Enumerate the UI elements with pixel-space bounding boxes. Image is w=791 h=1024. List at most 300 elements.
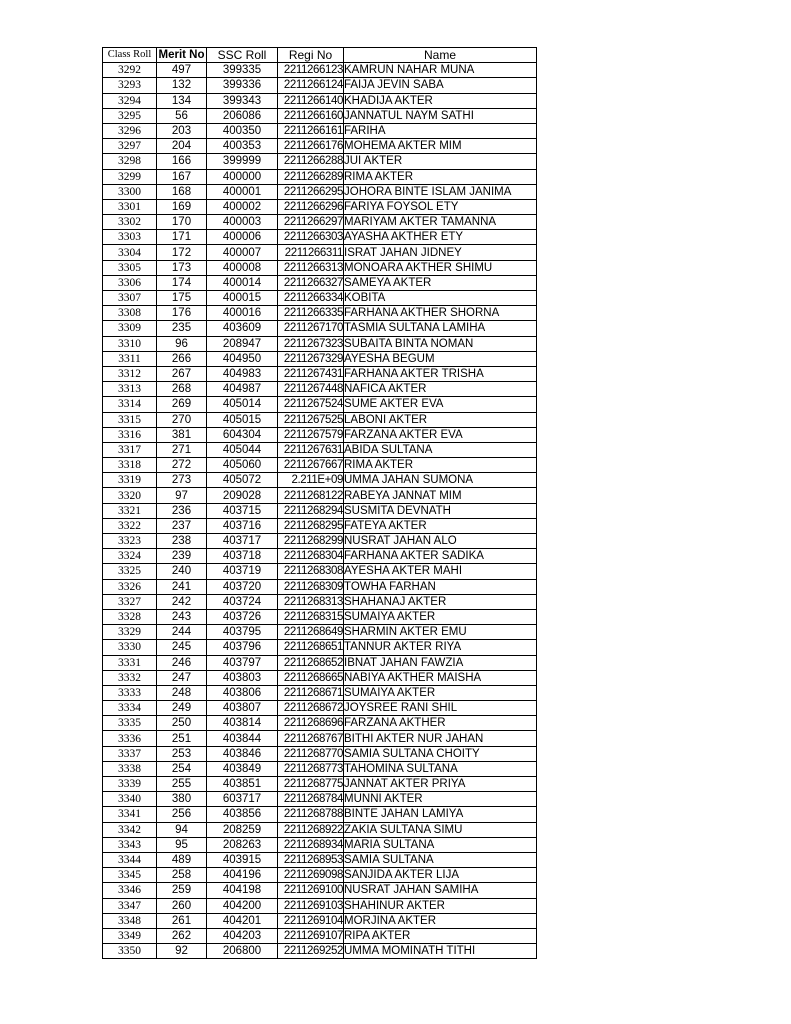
student-name-cell: RIMA AKTER xyxy=(344,458,537,473)
ssc-roll-cell: 400001 xyxy=(207,184,278,199)
regi-no-cell: 2211266311 xyxy=(278,245,344,260)
student-name-cell: NAFICA AKTER xyxy=(344,382,537,397)
student-name-cell: JOHORA BINTE ISLAM JANIMA xyxy=(344,184,537,199)
merit-no-cell: 97 xyxy=(157,488,207,503)
ssc-roll-cell: 400353 xyxy=(207,139,278,154)
regi-no-cell: 2211269104 xyxy=(278,913,344,928)
class-roll-cell: 3342 xyxy=(103,822,157,837)
student-name-cell: MARIYAM AKTER TAMANNA xyxy=(344,215,537,230)
table-row xyxy=(103,746,537,761)
merit-no-cell: 240 xyxy=(157,564,207,579)
student-name-cell: BITHI AKTER NUR JAHAN xyxy=(344,731,537,746)
ssc-roll-cell: 400014 xyxy=(207,275,278,290)
ssc-roll-cell: 400002 xyxy=(207,199,278,214)
class-roll-cell: 3311 xyxy=(103,351,157,366)
merit-no-cell: 267 xyxy=(157,366,207,381)
student-name-cell: SUMAIYA AKTER xyxy=(344,685,537,700)
student-name-cell: SHAHINUR AKTER xyxy=(344,898,537,913)
regi-no-cell: 2211268649 xyxy=(278,625,344,640)
student-name-cell: SAMEYA AKTER xyxy=(344,275,537,290)
regi-no-cell: 2211269103 xyxy=(278,898,344,913)
table-row xyxy=(103,534,537,549)
regi-no-cell: 2211268934 xyxy=(278,837,344,852)
ssc-roll-cell: 403803 xyxy=(207,670,278,685)
ssc-roll-cell: 403795 xyxy=(207,625,278,640)
class-roll-cell: 3343 xyxy=(103,837,157,852)
merit-no-cell: 259 xyxy=(157,883,207,898)
merit-no-cell: 94 xyxy=(157,822,207,837)
student-name-cell: TOWHA FARHAN xyxy=(344,579,537,594)
student-name-cell: JANNATUL NAYM SATHI xyxy=(344,108,537,123)
regi-no-cell: 2211268122 xyxy=(278,488,344,503)
regi-no-cell: 2211266160 xyxy=(278,108,344,123)
class-roll-cell: 3301 xyxy=(103,199,157,214)
ssc-roll-cell: 400008 xyxy=(207,260,278,275)
class-roll-cell: 3333 xyxy=(103,685,157,700)
ssc-roll-cell: 405072 xyxy=(207,473,278,488)
student-name-cell: UMMA MOMINATH TITHI xyxy=(344,944,537,959)
regi-no-cell: 2211266297 xyxy=(278,215,344,230)
student-name-cell: SUME AKTER EVA xyxy=(344,397,537,412)
merit-no-cell: 244 xyxy=(157,625,207,640)
merit-no-cell: 248 xyxy=(157,685,207,700)
table-row xyxy=(103,822,537,837)
merit-no-cell: 250 xyxy=(157,716,207,731)
merit-no-cell: 95 xyxy=(157,837,207,852)
merit-no-cell: 256 xyxy=(157,807,207,822)
class-roll-cell: 3308 xyxy=(103,306,157,321)
class-roll-cell: 3339 xyxy=(103,777,157,792)
student-name-cell: ZAKIA SULTANA SIMU xyxy=(344,822,537,837)
regi-no-cell: 2211266313 xyxy=(278,260,344,275)
class-roll-cell: 3338 xyxy=(103,761,157,776)
class-roll-cell: 3320 xyxy=(103,488,157,503)
merit-no-cell: 381 xyxy=(157,427,207,442)
ssc-roll-cell: 405015 xyxy=(207,412,278,427)
table-row xyxy=(103,488,537,503)
ssc-roll-cell: 400007 xyxy=(207,245,278,260)
class-roll-cell: 3319 xyxy=(103,473,157,488)
student-name-cell: IBNAT JAHAN FAWZIA xyxy=(344,655,537,670)
student-name-cell: SAMIA SULTANA xyxy=(344,852,537,867)
table-row xyxy=(103,640,537,655)
regi-no-cell: 2211268315 xyxy=(278,609,344,624)
class-roll-cell: 3315 xyxy=(103,412,157,427)
regi-no-cell: 2211269098 xyxy=(278,868,344,883)
student-name-cell: ISRAT JAHAN JIDNEY xyxy=(344,245,537,260)
regi-no-cell: 2211268652 xyxy=(278,655,344,670)
table-row xyxy=(103,898,537,913)
table-row xyxy=(103,868,537,883)
regi-no-cell: 2211268953 xyxy=(278,852,344,867)
ssc-roll-cell: 400003 xyxy=(207,215,278,230)
ssc-roll-cell: 206800 xyxy=(207,944,278,959)
class-roll-cell: 3345 xyxy=(103,868,157,883)
class-roll-cell: 3314 xyxy=(103,397,157,412)
class-roll-cell: 3335 xyxy=(103,716,157,731)
class-roll-cell: 3350 xyxy=(103,944,157,959)
student-name-cell: FARHANA AKTHER SHORNA xyxy=(344,306,537,321)
student-name-cell: SAMIA SULTANA CHOITY xyxy=(344,746,537,761)
class-roll-cell: 3324 xyxy=(103,549,157,564)
ssc-roll-cell: 208947 xyxy=(207,336,278,351)
table-row xyxy=(103,731,537,746)
merit-no-cell: 273 xyxy=(157,473,207,488)
merit-no-cell: 171 xyxy=(157,230,207,245)
ssc-roll-cell: 403814 xyxy=(207,716,278,731)
table-row xyxy=(103,275,537,290)
regi-no-cell: 2211268671 xyxy=(278,685,344,700)
ssc-roll-cell: 403915 xyxy=(207,852,278,867)
merit-no-cell: 261 xyxy=(157,913,207,928)
merit-no-cell: 241 xyxy=(157,579,207,594)
regi-no-cell: 2211268651 xyxy=(278,640,344,655)
regi-no-cell: 2211266289 xyxy=(278,169,344,184)
student-name-cell: MONOARA AKTHER SHIMU xyxy=(344,260,537,275)
merit-no-cell: 172 xyxy=(157,245,207,260)
class-roll-cell: 3321 xyxy=(103,503,157,518)
class-roll-cell: 3325 xyxy=(103,564,157,579)
student-name-cell: LABONI AKTER xyxy=(344,412,537,427)
regi-no-cell: 2211268672 xyxy=(278,701,344,716)
header-merit-no: Merit No xyxy=(158,49,205,62)
table-row xyxy=(103,366,537,381)
class-roll-cell: 3326 xyxy=(103,579,157,594)
regi-no-cell: 2211266296 xyxy=(278,199,344,214)
merit-no-cell: 235 xyxy=(157,321,207,336)
regi-no-cell: 2211268788 xyxy=(278,807,344,822)
class-roll-cell: 3344 xyxy=(103,852,157,867)
student-name-cell: JOYSREE RANI SHIL xyxy=(344,701,537,716)
regi-no-cell: 2211266123 xyxy=(278,63,344,78)
class-roll-cell: 3334 xyxy=(103,701,157,716)
ssc-roll-cell: 404950 xyxy=(207,351,278,366)
regi-no-cell: 2211267431 xyxy=(278,366,344,381)
ssc-roll-cell: 400015 xyxy=(207,291,278,306)
ssc-roll-cell: 400016 xyxy=(207,306,278,321)
regi-no-cell: 2.211E+09 xyxy=(278,473,344,488)
regi-no-cell: 2211268784 xyxy=(278,792,344,807)
class-roll-cell: 3340 xyxy=(103,792,157,807)
class-roll-cell: 3306 xyxy=(103,275,157,290)
student-name-cell: SHAHANAJ AKTER xyxy=(344,594,537,609)
ssc-roll-cell: 403719 xyxy=(207,564,278,579)
merit-no-cell: 168 xyxy=(157,184,207,199)
table-row xyxy=(103,199,537,214)
student-name-cell: NUSRAT JAHAN ALO xyxy=(344,534,537,549)
class-roll-cell: 3304 xyxy=(103,245,157,260)
roster-body xyxy=(103,63,537,959)
class-roll-cell: 3305 xyxy=(103,260,157,275)
class-roll-cell: 3312 xyxy=(103,366,157,381)
class-roll-cell: 3336 xyxy=(103,731,157,746)
student-name-cell: RIPA AKTER xyxy=(344,928,537,943)
merit-no-cell: 170 xyxy=(157,215,207,230)
class-roll-cell: 3347 xyxy=(103,898,157,913)
table-row xyxy=(103,564,537,579)
ssc-roll-cell: 604304 xyxy=(207,427,278,442)
student-name-cell: SUBAITA BINTA NOMAN xyxy=(344,336,537,351)
ssc-roll-cell: 403724 xyxy=(207,594,278,609)
ssc-roll-cell: 400000 xyxy=(207,169,278,184)
merit-no-cell: 166 xyxy=(157,154,207,169)
student-name-cell: KAMRUN NAHAR MUNA xyxy=(344,63,537,78)
table-row xyxy=(103,473,537,488)
ssc-roll-cell: 209028 xyxy=(207,488,278,503)
regi-no-cell: 2211268770 xyxy=(278,746,344,761)
merit-no-cell: 260 xyxy=(157,898,207,913)
ssc-roll-cell: 403718 xyxy=(207,549,278,564)
table-row xyxy=(103,260,537,275)
class-roll-cell: 3295 xyxy=(103,108,157,123)
ssc-roll-cell: 405044 xyxy=(207,442,278,457)
ssc-roll-cell: 403717 xyxy=(207,534,278,549)
table-row xyxy=(103,549,537,564)
merit-no-cell: 270 xyxy=(157,412,207,427)
table-row xyxy=(103,336,537,351)
table-row xyxy=(103,427,537,442)
ssc-roll-cell: 400350 xyxy=(207,123,278,138)
regi-no-cell: 2211268775 xyxy=(278,777,344,792)
merit-no-cell: 272 xyxy=(157,458,207,473)
regi-no-cell: 2211268295 xyxy=(278,518,344,533)
table-row xyxy=(103,655,537,670)
regi-no-cell: 2211267170 xyxy=(278,321,344,336)
class-roll-cell: 3323 xyxy=(103,534,157,549)
table-row xyxy=(103,807,537,822)
student-name-cell: MOHEMA AKTER MIM xyxy=(344,139,537,154)
merit-no-cell: 247 xyxy=(157,670,207,685)
regi-no-cell: 2211268696 xyxy=(278,716,344,731)
ssc-roll-cell: 403851 xyxy=(207,777,278,792)
student-name-cell: FARHANA AKTER TRISHA xyxy=(344,366,537,381)
regi-no-cell: 2211268309 xyxy=(278,579,344,594)
merit-no-cell: 176 xyxy=(157,306,207,321)
table-row xyxy=(103,913,537,928)
student-name-cell: AYESHA BEGUM xyxy=(344,351,537,366)
student-name-cell: BINTE JAHAN LAMIYA xyxy=(344,807,537,822)
student-name-cell: KOBITA xyxy=(344,291,537,306)
student-name-cell: MUNNI AKTER xyxy=(344,792,537,807)
merit-no-cell: 203 xyxy=(157,123,207,138)
ssc-roll-cell: 403856 xyxy=(207,807,278,822)
table-row xyxy=(103,123,537,138)
header-class-roll: Class Roll xyxy=(103,48,157,63)
merit-no-cell: 489 xyxy=(157,852,207,867)
merit-no-cell: 243 xyxy=(157,609,207,624)
class-roll-cell: 3341 xyxy=(103,807,157,822)
class-roll-cell: 3329 xyxy=(103,625,157,640)
table-row xyxy=(103,777,537,792)
ssc-roll-cell: 404983 xyxy=(207,366,278,381)
student-name-cell: RIMA AKTER xyxy=(344,169,537,184)
merit-no-cell: 132 xyxy=(157,78,207,93)
regi-no-cell: 2211266335 xyxy=(278,306,344,321)
regi-no-cell: 2211267448 xyxy=(278,382,344,397)
merit-no-cell: 239 xyxy=(157,549,207,564)
table-row xyxy=(103,245,537,260)
ssc-roll-cell: 603717 xyxy=(207,792,278,807)
table-row xyxy=(103,230,537,245)
regi-no-cell: 2211268308 xyxy=(278,564,344,579)
class-roll-cell: 3332 xyxy=(103,670,157,685)
merit-no-cell: 258 xyxy=(157,868,207,883)
regi-no-cell: 2211266140 xyxy=(278,93,344,108)
regi-no-cell: 2211267667 xyxy=(278,458,344,473)
merit-no-cell: 269 xyxy=(157,397,207,412)
class-roll-cell: 3328 xyxy=(103,609,157,624)
class-roll-cell: 3307 xyxy=(103,291,157,306)
class-roll-cell: 3294 xyxy=(103,93,157,108)
regi-no-cell: 2211267329 xyxy=(278,351,344,366)
class-roll-cell: 3318 xyxy=(103,458,157,473)
regi-no-cell: 2211266161 xyxy=(278,123,344,138)
regi-no-cell: 2211266303 xyxy=(278,230,344,245)
class-roll-cell: 3293 xyxy=(103,78,157,93)
student-name-cell: FARIHA xyxy=(344,123,537,138)
merit-no-cell: 271 xyxy=(157,442,207,457)
table-row xyxy=(103,108,537,123)
ssc-roll-cell: 399999 xyxy=(207,154,278,169)
table-row xyxy=(103,291,537,306)
regi-no-cell: 2211266288 xyxy=(278,154,344,169)
table-row xyxy=(103,928,537,943)
merit-no-cell: 251 xyxy=(157,731,207,746)
merit-no-cell: 497 xyxy=(157,63,207,78)
class-roll-cell: 3322 xyxy=(103,518,157,533)
table-row xyxy=(103,883,537,898)
merit-no-cell: 242 xyxy=(157,594,207,609)
class-roll-cell: 3302 xyxy=(103,215,157,230)
ssc-roll-cell: 403807 xyxy=(207,701,278,716)
class-roll-cell: 3298 xyxy=(103,154,157,169)
table-row xyxy=(103,382,537,397)
regi-no-cell: 2211268665 xyxy=(278,670,344,685)
ssc-roll-cell: 404987 xyxy=(207,382,278,397)
merit-no-cell: 380 xyxy=(157,792,207,807)
table-row xyxy=(103,397,537,412)
header-regi-no: Regi No xyxy=(278,48,344,63)
class-roll-cell: 3310 xyxy=(103,336,157,351)
ssc-roll-cell: 206086 xyxy=(207,108,278,123)
student-name-cell: FARIYA FOYSOL ETY xyxy=(344,199,537,214)
ssc-roll-cell: 403796 xyxy=(207,640,278,655)
merit-no-cell: 167 xyxy=(157,169,207,184)
regi-no-cell: 2211268767 xyxy=(278,731,344,746)
class-roll-cell: 3337 xyxy=(103,746,157,761)
student-name-cell: JUI AKTER xyxy=(344,154,537,169)
merit-no-cell: 237 xyxy=(157,518,207,533)
table-row xyxy=(103,215,537,230)
regi-no-cell: 2211266327 xyxy=(278,275,344,290)
student-name-cell: FARZANA AKTER EVA xyxy=(344,427,537,442)
class-roll-cell: 3330 xyxy=(103,640,157,655)
ssc-roll-cell: 403716 xyxy=(207,518,278,533)
class-roll-cell: 3303 xyxy=(103,230,157,245)
student-name-cell: AYESHA AKTER MAHI xyxy=(344,564,537,579)
regi-no-cell: 2211269252 xyxy=(278,944,344,959)
merit-no-cell: 174 xyxy=(157,275,207,290)
regi-no-cell: 2211266334 xyxy=(278,291,344,306)
merit-no-cell: 266 xyxy=(157,351,207,366)
table-row xyxy=(103,670,537,685)
regi-no-cell: 2211269107 xyxy=(278,928,344,943)
table-row xyxy=(103,837,537,852)
regi-no-cell: 2211267525 xyxy=(278,412,344,427)
regi-no-cell: 2211268294 xyxy=(278,503,344,518)
regi-no-cell: 2211266295 xyxy=(278,184,344,199)
merit-no-cell: 236 xyxy=(157,503,207,518)
regi-no-cell: 2211268313 xyxy=(278,594,344,609)
table-row xyxy=(103,579,537,594)
table-row xyxy=(103,442,537,457)
ssc-roll-cell: 403797 xyxy=(207,655,278,670)
class-roll-cell: 3300 xyxy=(103,184,157,199)
regi-no-cell: 2211266124 xyxy=(278,78,344,93)
ssc-roll-cell: 400006 xyxy=(207,230,278,245)
merit-no-cell: 238 xyxy=(157,534,207,549)
student-name-cell: FARZANA AKTHER xyxy=(344,716,537,731)
merit-no-cell: 253 xyxy=(157,746,207,761)
student-name-cell: NABIYA AKTHER MAISHA xyxy=(344,670,537,685)
student-name-cell: FARHANA AKTER SADIKA xyxy=(344,549,537,564)
class-roll-cell: 3309 xyxy=(103,321,157,336)
student-name-cell: RABEYA JANNAT MIM xyxy=(344,488,537,503)
ssc-roll-cell: 404196 xyxy=(207,868,278,883)
ssc-roll-cell: 403726 xyxy=(207,609,278,624)
ssc-roll-cell: 208263 xyxy=(207,837,278,852)
regi-no-cell: 2211266176 xyxy=(278,139,344,154)
class-roll-cell: 3331 xyxy=(103,655,157,670)
regi-no-cell: 2211267579 xyxy=(278,427,344,442)
ssc-roll-cell: 208259 xyxy=(207,822,278,837)
merit-no-cell: 175 xyxy=(157,291,207,306)
regi-no-cell: 2211268773 xyxy=(278,761,344,776)
table-row xyxy=(103,944,537,959)
student-name-cell: TAHOMINA SULTANA xyxy=(344,761,537,776)
ssc-roll-cell: 403846 xyxy=(207,746,278,761)
table-row xyxy=(103,503,537,518)
table-row xyxy=(103,412,537,427)
student-name-cell: TASMIA SULTANA LAMIHA xyxy=(344,321,537,336)
table-row xyxy=(103,761,537,776)
regi-no-cell: 2211267524 xyxy=(278,397,344,412)
table-row xyxy=(103,716,537,731)
table-row xyxy=(103,139,537,154)
ssc-roll-cell: 404200 xyxy=(207,898,278,913)
student-name-cell: MORJINA AKTER xyxy=(344,913,537,928)
merit-no-cell: 268 xyxy=(157,382,207,397)
ssc-roll-cell: 399343 xyxy=(207,93,278,108)
ssc-roll-cell: 405060 xyxy=(207,458,278,473)
merit-no-cell: 96 xyxy=(157,336,207,351)
class-roll-cell: 3297 xyxy=(103,139,157,154)
regi-no-cell: 2211267631 xyxy=(278,442,344,457)
ssc-roll-cell: 404198 xyxy=(207,883,278,898)
class-roll-cell: 3346 xyxy=(103,883,157,898)
class-roll-cell: 3296 xyxy=(103,123,157,138)
class-roll-cell: 3349 xyxy=(103,928,157,943)
student-name-cell: MARIA SULTANA xyxy=(344,837,537,852)
student-name-cell: UMMA JAHAN SUMONA xyxy=(344,473,537,488)
table-row xyxy=(103,685,537,700)
table-row xyxy=(103,154,537,169)
table-row xyxy=(103,609,537,624)
merit-no-cell: 249 xyxy=(157,701,207,716)
table-row xyxy=(103,78,537,93)
merit-no-cell: 245 xyxy=(157,640,207,655)
regi-no-cell: 2211267323 xyxy=(278,336,344,351)
